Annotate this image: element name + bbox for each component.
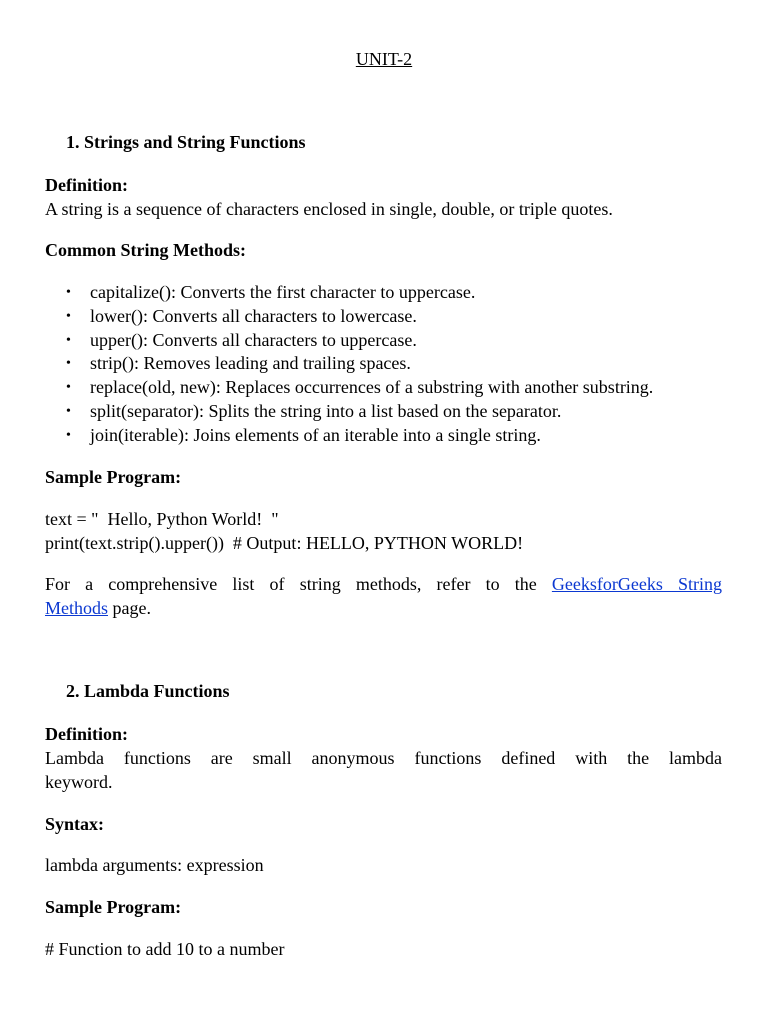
list-item (45, 376, 653, 400)
method-text: split(separator): Splits the string into a list based on the separator. (90, 400, 562, 421)
method-text: replace(old, new): Replaces occurrences of a substring with another substring. (90, 377, 654, 398)
list-item (45, 352, 653, 376)
list-item (45, 400, 653, 424)
reference-text-end: page. (108, 598, 151, 618)
definition-label: Definition: (45, 724, 128, 744)
bullet-icon: • (66, 285, 71, 300)
syntax-label: Syntax: (45, 814, 105, 834)
section-heading-strings: 1. Strings and String Functions (66, 132, 306, 152)
method-text: strip(): Removes leading and trailing spaces. (90, 353, 411, 374)
list-item (45, 329, 653, 353)
code-line: print(text.strip().upper()) # Output: HELLO, PYTHON WORLD! (45, 533, 524, 553)
reference-text: For a comprehensive list of string methods, refer to the (45, 574, 537, 594)
bullet-icon: • (66, 427, 71, 443)
bullet-icon: • (66, 308, 71, 324)
method-text: lower(): Converts all characters to lowercase. (90, 305, 417, 326)
geeksforgeeks-link[interactable]: GeeksforGeeks String (551, 574, 722, 594)
sample-program-label: Sample Program: (45, 897, 182, 917)
unit-title: UNIT-2 (355, 49, 413, 69)
methods-label: Common String Methods: (45, 240, 246, 260)
bullet-icon: • (66, 332, 71, 348)
lambda-definition-line2: keyword. (45, 772, 113, 792)
definition-label: Definition: (45, 175, 128, 195)
section-heading-lambda: 2. Lambda Functions (66, 681, 230, 701)
string-methods-list (45, 281, 653, 448)
list-item (45, 281, 653, 305)
reference-paragraph-line2 (45, 596, 151, 620)
list-item (45, 305, 653, 329)
bullet-icon: • (66, 380, 71, 396)
lambda-definition-line1: Lambda functions are small anonymous functions defined with the lambda (45, 748, 722, 768)
method-text: join(iterable): Joins elements of an iterable into a single string. (90, 424, 541, 445)
bullet-icon: • (66, 403, 71, 419)
list-item (45, 424, 653, 448)
geeksforgeeks-link-continued[interactable]: Methods (45, 598, 108, 618)
sample-program-label: Sample Program: (45, 467, 182, 487)
code-line: text = " Hello, Python World! " (45, 509, 279, 529)
reference-paragraph-line1 (45, 572, 722, 596)
definition-text: A string is a sequence of characters enclosed in single, double, or triple quotes. (45, 199, 613, 219)
bullet-icon: • (66, 356, 71, 372)
code-comment: # Function to add 10 to a number (45, 939, 285, 959)
method-text: upper(): Converts all characters to uppercase. (90, 329, 417, 350)
syntax-text: lambda arguments: expression (45, 855, 264, 875)
method-text: capitalize(): Converts the first character to uppercase. (90, 282, 476, 302)
